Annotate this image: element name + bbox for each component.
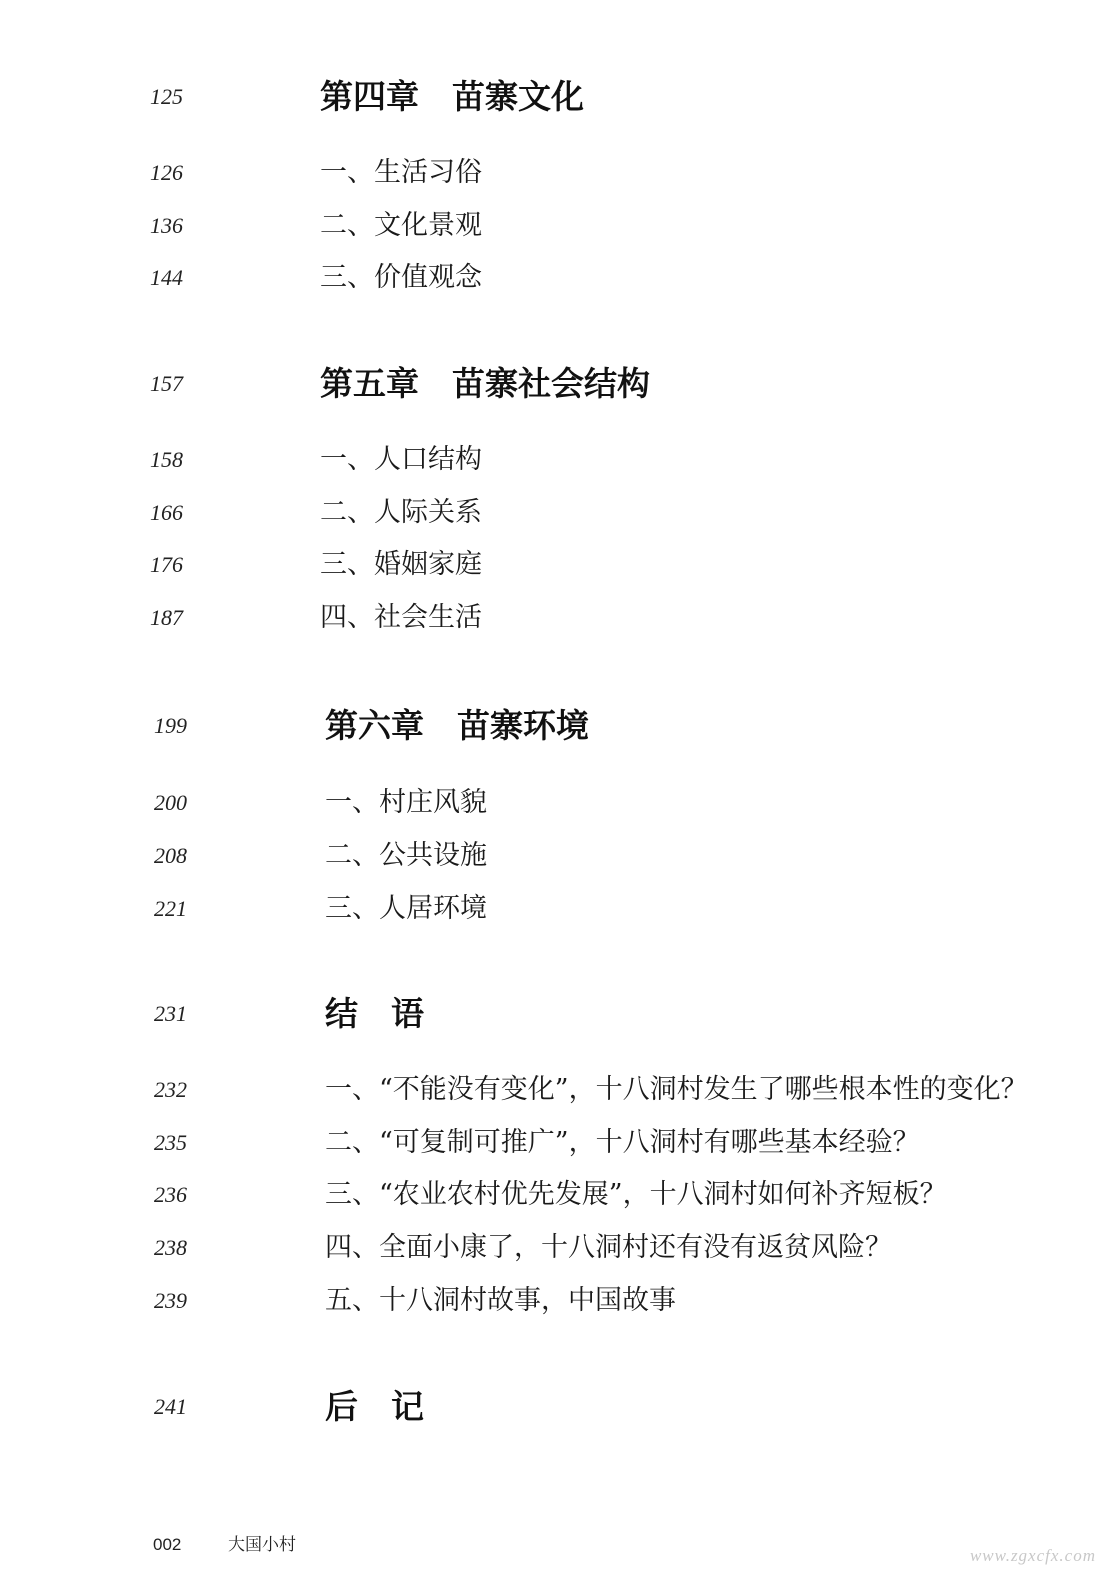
toc-entry-section[interactable] [0, 783, 1102, 823]
toc-page-number: 176 [150, 552, 183, 577]
toc-page-number: 235 [154, 1130, 187, 1155]
toc-section-title: 四、社会生活 [320, 602, 482, 633]
toc-page-number: 144 [150, 265, 183, 290]
toc-page-number: 125 [150, 84, 183, 109]
toc-page-number: 231 [154, 1001, 187, 1026]
toc-entry-chapter-5[interactable] [0, 364, 1102, 404]
toc-entry-section[interactable] [0, 440, 1102, 480]
toc-page-number: 238 [154, 1235, 187, 1260]
toc-entry-section[interactable] [0, 153, 1102, 193]
toc-chapter-title: 结 语 [325, 994, 424, 1033]
toc-page-number: 187 [150, 605, 183, 630]
toc-section-title: 三、价值观念 [320, 262, 482, 293]
toc-section-title: 一、“不能没有变化”，十八洞村发生了哪些根本性的变化？ [325, 1074, 1028, 1105]
footer-page-number: 002 [153, 1535, 182, 1554]
toc-section-title: 四、全面小康了，十八洞村还有没有返贫风险？ [325, 1232, 892, 1263]
toc-section-title: 一、村庄风貌 [325, 787, 487, 818]
toc-entry-section[interactable] [0, 1281, 1102, 1321]
toc-entry-section[interactable] [0, 545, 1102, 585]
toc-entry-section[interactable] [0, 1123, 1102, 1163]
toc-entry-section[interactable] [0, 889, 1102, 929]
toc-section-title: 二、人际关系 [320, 497, 482, 528]
toc-section-title: 三、人居环境 [325, 893, 487, 924]
toc-page-number: 208 [154, 843, 187, 868]
toc-page-number: 158 [150, 447, 183, 472]
toc-chapter-title: 第五章 苗寨社会结构 [320, 364, 650, 403]
toc-chapter-title: 第六章 苗寨环境 [325, 706, 589, 745]
toc-entry-chapter-4[interactable] [0, 77, 1102, 117]
page-footer [0, 1530, 600, 1560]
toc-section-title: 二、文化景观 [320, 210, 482, 241]
toc-entry-section[interactable] [0, 493, 1102, 533]
toc-entry-section[interactable] [0, 836, 1102, 876]
toc-entry-section[interactable] [0, 1070, 1102, 1110]
toc-section-title: 五、十八洞村故事，中国故事 [325, 1285, 676, 1316]
toc-page-number: 157 [150, 371, 183, 396]
footer-book-title: 大国小村 [228, 1535, 296, 1555]
toc-section-title: 一、人口结构 [320, 444, 482, 475]
watermark: www.zgxcfx.com [969, 1546, 1096, 1565]
toc-page-number: 241 [154, 1394, 187, 1419]
toc-page-number: 126 [150, 160, 183, 185]
toc-page-number: 221 [154, 896, 187, 921]
toc-section-title: 二、“可复制可推广”，十八洞村有哪些基本经验？ [325, 1127, 920, 1158]
toc-entry-conclusion[interactable] [0, 994, 1102, 1034]
toc-entry-section[interactable] [0, 1228, 1102, 1268]
toc-chapter-title: 后 记 [325, 1387, 424, 1426]
toc-entry-chapter-6[interactable] [0, 706, 1102, 746]
toc-page-number: 232 [154, 1077, 187, 1102]
toc-page-number: 166 [150, 500, 183, 525]
toc-section-title: 三、“农业农村优先发展”，十八洞村如何补齐短板？ [325, 1179, 947, 1210]
toc-section-title: 三、婚姻家庭 [320, 549, 482, 580]
toc-section-title: 一、生活习俗 [320, 157, 482, 188]
toc-entry-section[interactable] [0, 258, 1102, 298]
toc-entry-section[interactable] [0, 598, 1102, 638]
toc-chapter-title: 第四章 苗寨文化 [320, 77, 584, 116]
toc-entry-postscript[interactable] [0, 1387, 1102, 1427]
toc-page-number: 239 [154, 1288, 187, 1313]
toc-page-number: 199 [154, 713, 187, 738]
toc-page-number: 200 [154, 790, 187, 815]
toc-page-number: 136 [150, 213, 183, 238]
toc-page-number: 236 [154, 1182, 187, 1207]
toc-section-title: 二、公共设施 [325, 840, 487, 871]
toc-entry-section[interactable] [0, 206, 1102, 246]
toc-entry-section[interactable] [0, 1175, 1102, 1215]
